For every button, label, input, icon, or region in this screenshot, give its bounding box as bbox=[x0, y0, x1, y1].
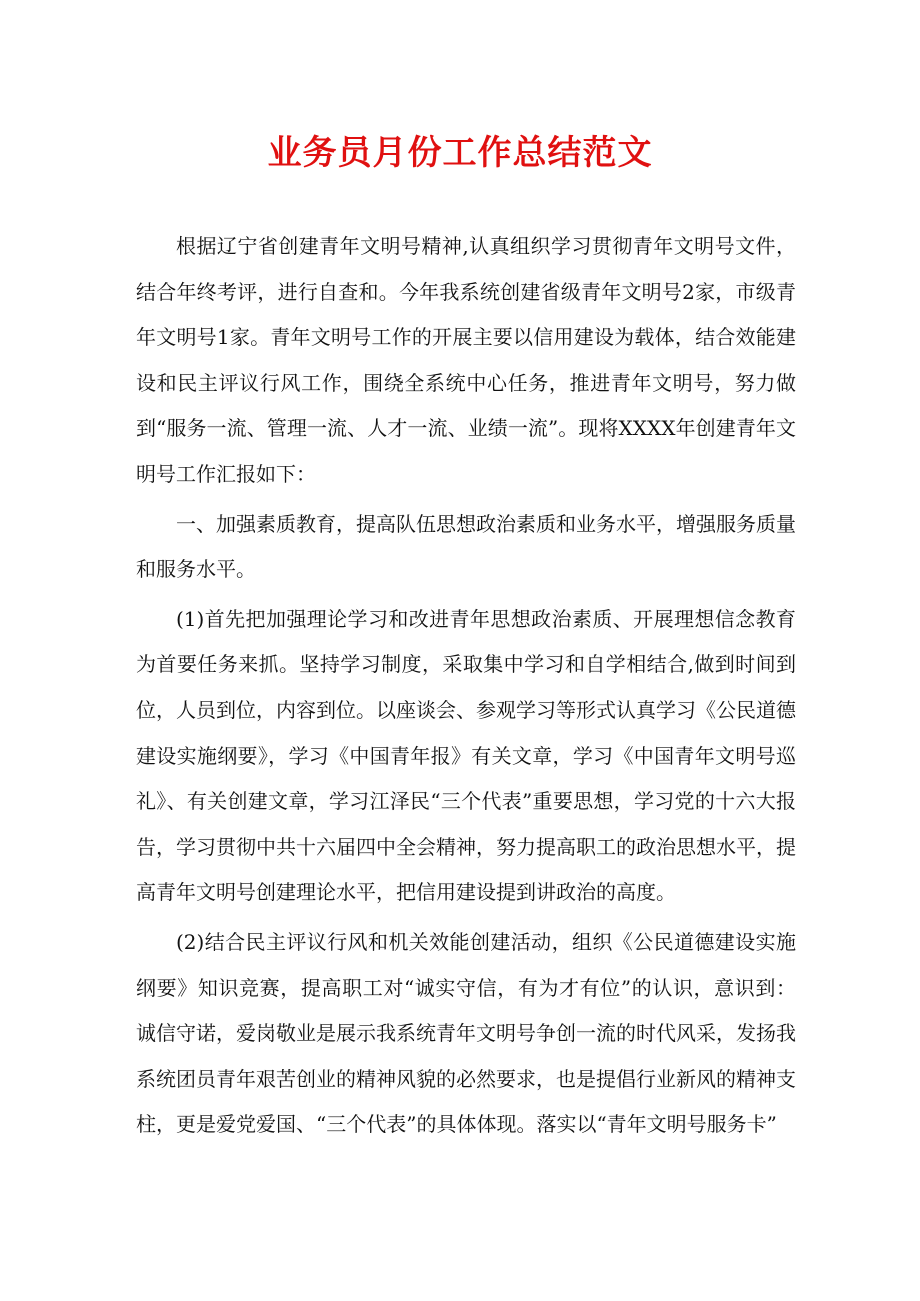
document-title: 业务员月份工作总结范文 bbox=[267, 133, 653, 173]
paragraph-section-one-heading: 一、加强素质教育，提高队伍思想政治素质和业务水平，增强服务质量和服务水平。 bbox=[136, 511, 796, 582]
paragraph-intro: 根据辽宁省创建青年文明号精神,认真组织学习贯彻青年文明号文件，结合年终考评，进行自查和。今年我系统创建省级青年文明号2家，市级青年文明号1家。青年文明号工作的开展主要以信用建设为载体，结合效能建设和民主评议行风工作，围绕全系统中心任务，推进青年文明号，努力做到“服务一流、管理一流、人才一流、业绩一流”。现将XXXX年创建青年文明号工作汇报如下： bbox=[136, 234, 796, 486]
document-body bbox=[136, 224, 796, 1148]
paragraph-item-1: (1)首先把加强理论学习和改进青年思想政治素质、开展理想信念教育为首要任务来抓。坚持学习制度，采取集中学习和自学相结合,做到时间到位，人员到位，内容到位。以座谈会、参观学习等形式认真学习《公民道德建设实施纲要》，学习《中国青年报》有关文章，学习《中国青年文明号巡礼》、有关创建文章，学习江泽民“三个代表”重要思想，学习党的十六大报告，学习贯彻中共十六届四中全会精神，努力提高职工的政治思想水平，提高青年文明号创建理论水平，把信用建设提到讲政治的高度。 bbox=[136, 606, 796, 905]
paragraph-item-2: (2)结合民主评议行风和机关效能创建活动，组织《公民道德建设实施纲要》知识竞赛，提高职工对“诚实守信，有为才有位”的认识，意识到：诚信守诺，爱岗敬业是展示我系统青年文明号争创一流的时代风采，发扬我系统团员青年艰苦创业的精神风貌的必然要求，也是提倡行业新风的精神支柱，更是爱党爱国、“三个代表”的具体体现。落实以“青年文明号服务卡” bbox=[136, 929, 796, 1137]
